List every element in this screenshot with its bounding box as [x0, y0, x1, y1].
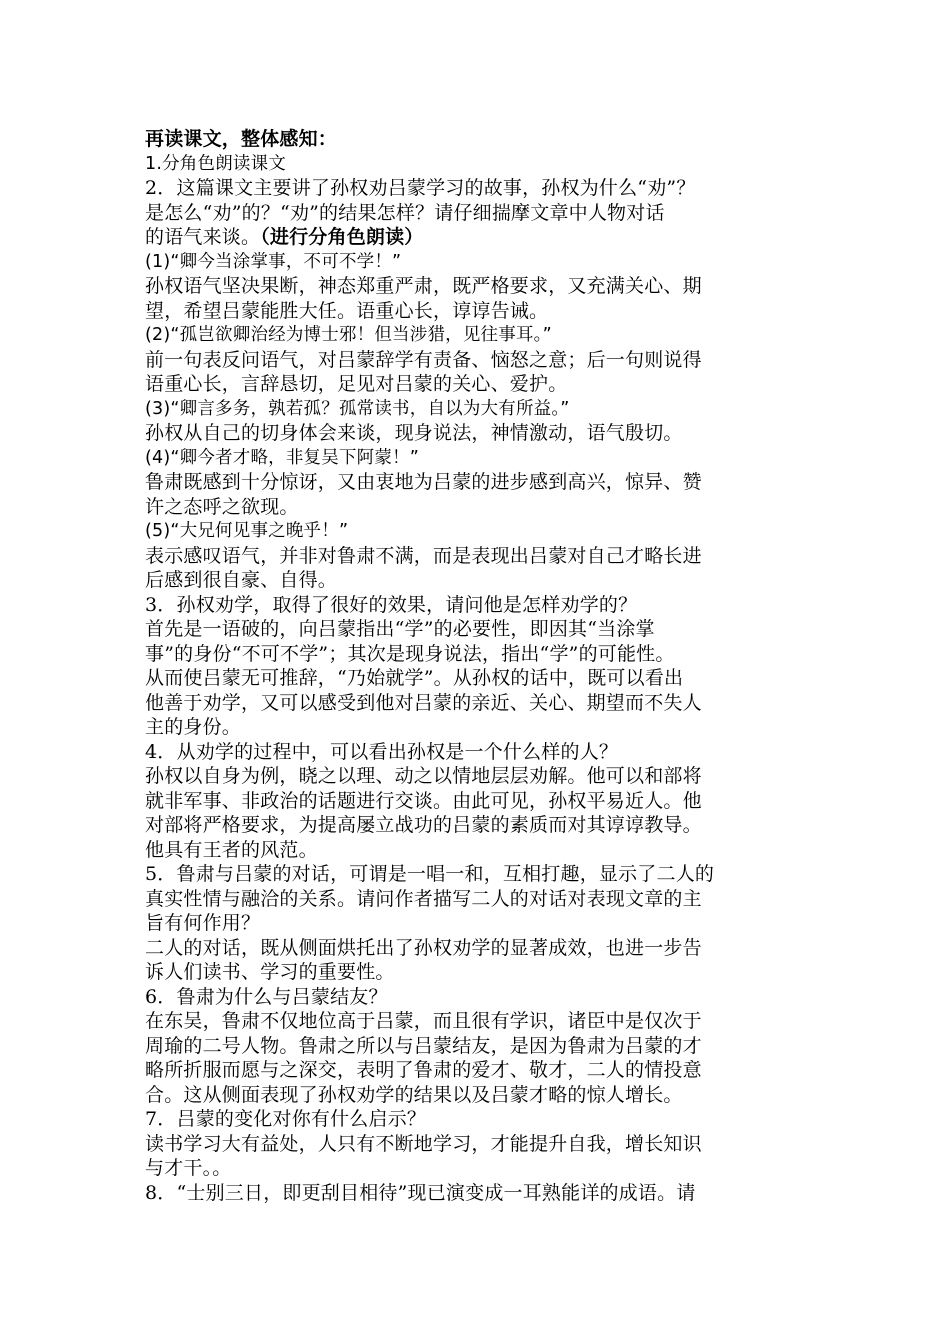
question-5-line-2: 真实性情与融洽的关系。请问作者描写二人的对话对表现文章的主 [145, 887, 702, 910]
question-3: 3．孙权劝学，取得了很好的效果，请问他是怎样劝学的？ [145, 593, 638, 616]
section-heading: 再读课文，整体感知： [145, 128, 338, 150]
question-2-line-3 [145, 225, 813, 250]
answer-q6-line-3: 略所折服而愿与之深交，表明了鲁肃的爱才、敬才，二人的情投意 [145, 1059, 702, 1081]
answer-5-line-1: 表示感叹语气，并非对鲁肃不满，而是表现出吕蒙对自己才略长进 [145, 544, 702, 567]
question-6: 6．鲁肃为什么与吕蒙结友？ [145, 985, 388, 1008]
quote-5: (5)“大兄何见事之晚乎！” [145, 521, 349, 541]
quote-3: (3)“卿言多务，孰若孤？孤常读书，自以为大有所益。” [145, 398, 570, 419]
answer-2-line-2: 语重心长，言辞恳切，足见对吕蒙的关心、爱护。 [145, 373, 568, 395]
answer-4-line-2: 许之态呼之欲现。 [145, 495, 299, 518]
answer-q3-line-5: 主的身份。 [145, 716, 242, 738]
answer-q4-line-4: 他具有王者的风范。 [145, 838, 318, 861]
question-2-line-2: 是怎么“劝”的？“劝”的结果怎样？请仔细揣摩文章中人物对话 [145, 201, 665, 224]
quote-1: (1)“卿今当涂掌事，不可不学！” [145, 251, 402, 272]
answer-q5-line-1: 二人的对话，既从侧面烘托出了孙权劝学的显著成效，也进一步告 [145, 936, 702, 959]
answer-q3-line-1: 首先是一语破的，向吕蒙指出“学”的必要性，即因其“当涂掌 [145, 618, 655, 640]
answer-q7-line-1: 读书学习大有益处，人只有不断地学习，才能提升自我，增长知识 [145, 1132, 702, 1155]
question-2-line-3-text: 的语气来谈。 [145, 226, 261, 248]
answer-q4-line-1: 孙权以自身为例，晓之以理、动之以情地层层劝解。他可以和部将 [145, 765, 702, 787]
answer-q4-line-2: 就非军事、非政治的话题进行交谈。由此可见，孙权平易近人。他 [145, 789, 702, 812]
document-body [145, 127, 813, 1205]
answer-2-line-1: 前一句表反问语气，对吕蒙辞学有责备、恼怒之意；后一句则说得 [145, 348, 702, 371]
question-5-line-3: 旨有何作用？ [145, 912, 261, 934]
quote-4: (4)“卿今者才略，非复吴下阿蒙！” [145, 447, 420, 468]
answer-q3-line-3: 从而使吕蒙无可推辞，“乃始就学”。从孙权的话中，既可以看出 [145, 667, 684, 689]
question-5-line-1: 5．鲁肃与吕蒙的对话，可谓是一唱一和，互相打趣，显示了二人的 [145, 863, 715, 885]
answer-q7-line-2: 与才干。。 [145, 1157, 232, 1179]
question-4: 4．从劝学的过程中，可以看出孙权是一个什么样的人？ [145, 740, 619, 763]
question-2-bold-note: （进行分角色朗读） [260, 226, 424, 248]
question-8-line-1: 8．“士别三日，即更刮目相待”现已演变成一耳熟能详的成语。请 [145, 1181, 696, 1204]
question-7: 7．吕蒙的变化对你有什么启示？ [145, 1108, 427, 1130]
answer-q5-line-2: 诉人们读书、学习的重要性。 [145, 961, 395, 983]
quote-2: (2)“孤岂欲卿治经为博士邪！但当涉猎，见往事耳。” [145, 325, 552, 345]
question-2-line-1: 2．这篇课文主要讲了孙权劝吕蒙学习的故事，孙权为什么“劝”？ [145, 177, 696, 199]
answer-1-line-1: 孙权语气坚决果断，神态郑重严肃，既严格要求，又充满关心、期 [145, 275, 702, 297]
answer-5-line-2: 后感到很自豪、自得。 [145, 569, 338, 591]
item-1-text: 1.分角色朗读课文 [145, 153, 286, 174]
answer-q6-line-2: 周瑜的二号人物。鲁肃之所以与吕蒙结友，是因为鲁肃为吕蒙的才 [145, 1034, 702, 1057]
answer-1-line-2: 望，希望吕蒙能胜大任。语重心长，谆谆告诫。 [145, 299, 549, 322]
answer-q3-line-2: 事”的身份“不可不学”；其次是现身说法，指出“学”的可能性。 [145, 642, 675, 665]
answer-q6-line-4: 合。这从侧面表现了孙权劝学的结果以及吕蒙才略的惊人增长。 [145, 1083, 683, 1106]
answer-3-line-1: 孙权从自己的切身体会来谈，现身说法，神情激动，语气殷切。 [145, 422, 683, 444]
answer-q3-line-4: 他善于劝学，又可以感受到他对吕蒙的亲近、关心、期望而不失人 [145, 691, 702, 714]
answer-q4-line-3: 对部将严格要求，为提高屡立战功的吕蒙的素质而对其谆谆教导。 [145, 814, 702, 836]
answer-4-line-1: 鲁肃既感到十分惊讶，又由衷地为吕蒙的进步感到高兴，惊异、赞 [145, 471, 702, 493]
answer-q6-line-1: 在东吴，鲁肃不仅地位高于吕蒙，而且很有学识，诸臣中是仅次于 [145, 1010, 702, 1032]
